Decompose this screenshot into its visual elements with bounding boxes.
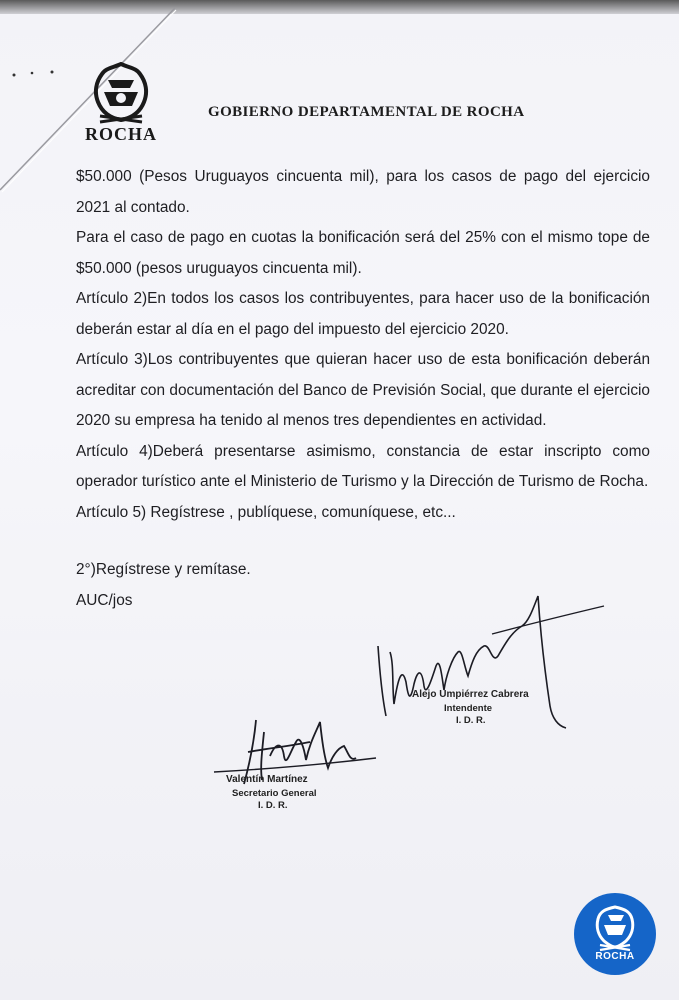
initials-line: AUC/jos bbox=[76, 591, 133, 609]
paragraph: Artículo 3)Los contribuyentes que quieran hacer uso de esta bonificación deberán acreditar con documentación del Banco de Previsión Social, que durante el ejercicio 2020 su empresa ha tenido al menos tres dependientes en actividad. bbox=[76, 351, 650, 429]
intendente-name: Alejo Umpiérrez Cabrera bbox=[412, 689, 529, 700]
intendente-role: Intendente bbox=[444, 703, 493, 714]
secretario-role: Secretario General bbox=[232, 788, 317, 799]
paragraph: Artículo 5) Regístrese , publíquese, comuníquese, etc... bbox=[76, 503, 456, 521]
document-body bbox=[76, 162, 650, 616]
rocha-logo-badge bbox=[574, 893, 656, 975]
intendente-org: I. D. R. bbox=[456, 715, 486, 726]
paragraph: Para el caso de pago en cuotas la bonificación será del 25% con el mismo tope de $50.000 (pesos uruguayos cincuenta mil). bbox=[76, 229, 650, 277]
secretario-org: I. D. R. bbox=[258, 800, 288, 811]
rocha-crest-icon bbox=[574, 893, 656, 975]
closing-line: 2°)Regístrese y remítase. bbox=[76, 561, 251, 578]
crest-wordmark: ROCHA bbox=[85, 124, 157, 144]
badge-wordmark: ROCHA bbox=[595, 951, 635, 962]
paragraph: Artículo 4)Deberá presentarse asimismo, constancia de estar inscripto como operador turístico ante el Ministerio de Turismo y la Dirección de Turismo de Rocha. bbox=[76, 442, 650, 490]
secretario-name: Valentín Martínez bbox=[226, 774, 308, 785]
paragraph: $50.000 (Pesos Uruguayos cincuenta mil), para los casos de pago del ejercicio 2021 al contado. bbox=[76, 168, 650, 216]
paragraph: Artículo 2)En todos los casos los contribuyentes, para hacer uso de la bonificación deberán estar al día en el pago del impuesto del ejercicio 2020. bbox=[76, 290, 650, 338]
page-title: GOBIERNO DEPARTAMENTAL DE ROCHA bbox=[208, 104, 525, 120]
